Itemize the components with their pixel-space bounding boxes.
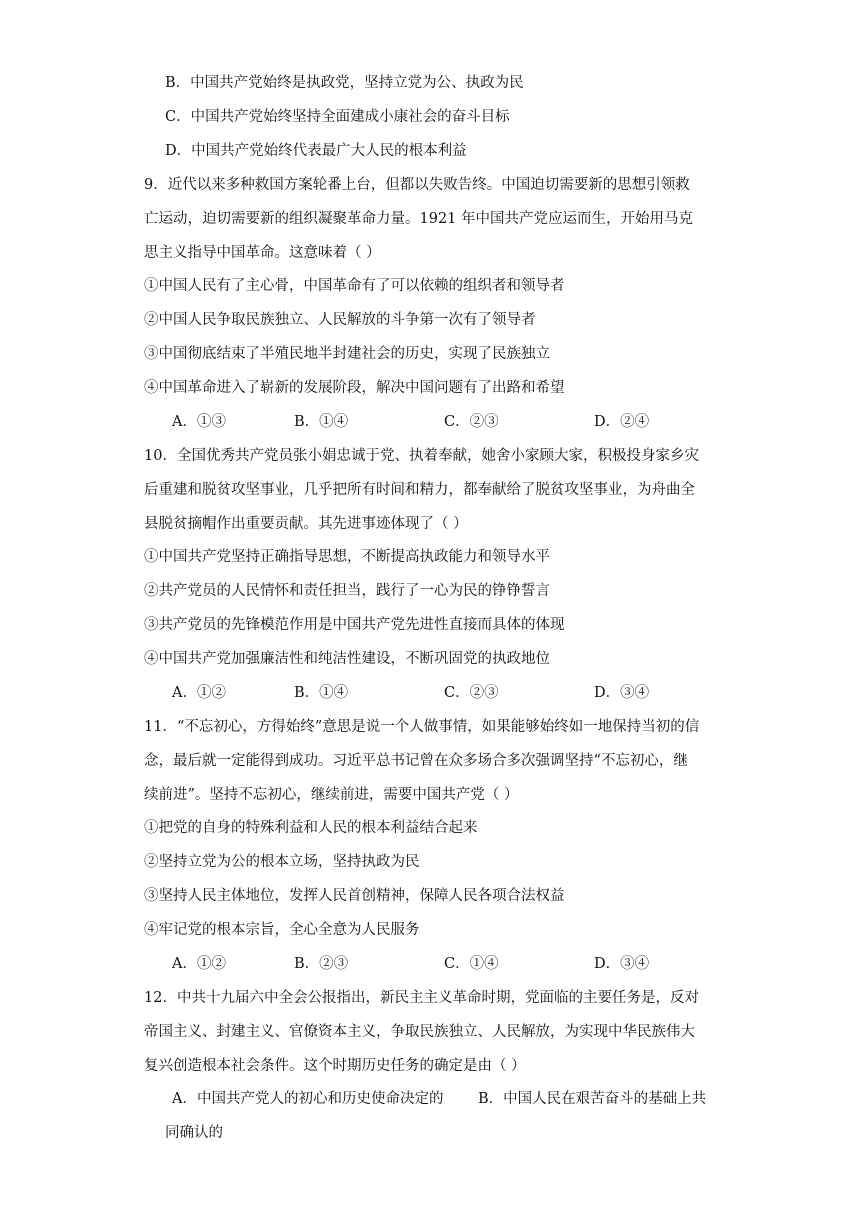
q9-item-2: ②中国人民争取民族独立、人民解放的斗争第一次有了领导者 bbox=[144, 312, 536, 328]
q10-choice-a: A．①② bbox=[172, 685, 226, 701]
q12-stem-line-1: 12．中共十九届六中全会公报指出，新民主主义革命时期，党面临的主要任务是，反对 bbox=[144, 990, 699, 1006]
q11-item-3: ③坚持人民主体地位，发挥人民首创精神，保障人民各项合法权益 bbox=[144, 888, 565, 904]
q8-option-b: B．中国共产党始终是执政党，坚持立党为公、执政为民 bbox=[165, 75, 524, 91]
q11-choice-b: B．②③ bbox=[294, 956, 349, 972]
q10-item-3: ③共产党员的先锋模范作用是中国共产党先进性直接而具体的体现 bbox=[144, 617, 565, 633]
q11-choice-c: C．①④ bbox=[444, 956, 499, 972]
q11-stem-line-3: 续前进”。坚持不忘初心，继续前进，需要中国共产党（ ） bbox=[144, 787, 519, 803]
q11-item-2: ②坚持立党为公的根本立场，坚持执政为民 bbox=[144, 854, 420, 870]
q11-choice-a: A．①② bbox=[172, 956, 226, 972]
q10-stem-line-3: 县脱贫摘帽作出重要贡献。其先进事迹体现了（ ） bbox=[144, 516, 468, 532]
q9-choice-c: C．②③ bbox=[444, 414, 499, 430]
q9-item-3: ③中国彻底结束了半殖民地半封建社会的历史，实现了民族独立 bbox=[144, 346, 550, 362]
q10-choice-d: D．③④ bbox=[594, 685, 650, 701]
q12-choice-b: B．中国人民在艰苦奋斗的基础上共 bbox=[478, 1091, 707, 1107]
q11-stem-line-2: 念，最后就一定能得到成功。习近平总书记曾在众多场合多次强调坚持“不忘初心，继 bbox=[144, 753, 688, 769]
q11-choice-d: D．③④ bbox=[594, 956, 650, 972]
q9-choice-d: D．②④ bbox=[594, 414, 650, 430]
q10-choice-c: C．②③ bbox=[444, 685, 499, 701]
q11-item-4: ④牢记党的根本宗旨，全心全意为人民服务 bbox=[144, 922, 420, 938]
q12-stem-line-2: 帝国主义、封建主义、官僚资本主义，争取民族独立、人民解放，为实现中华民族伟大 bbox=[144, 1024, 695, 1040]
q9-choice-a: A．①③ bbox=[172, 414, 226, 430]
q8-option-c: C．中国共产党始终坚持全面建成小康社会的奋斗目标 bbox=[165, 109, 510, 125]
q10-stem-line-2: 后重建和脱贫攻坚事业，几乎把所有时间和精力，都奉献给了脱贫攻坚事业，为舟曲全 bbox=[144, 482, 695, 498]
q9-item-4: ④中国革命进入了崭新的发展阶段，解决中国问题有了出路和希望 bbox=[144, 380, 565, 396]
q11-item-1: ①把党的自身的特殊利益和人民的根本利益结合起来 bbox=[144, 820, 478, 836]
q9-stem-line-1: 9．近代以来多种救国方案轮番上台，但都以失败告终。中国迫切需要新的思想引领救 bbox=[144, 177, 690, 193]
q10-item-4: ④中国共产党加强廉洁性和纯洁性建设，不断巩固党的执政地位 bbox=[144, 651, 550, 667]
q12-choice-b-continued: 同确认的 bbox=[165, 1125, 223, 1141]
q10-choice-b: B．①④ bbox=[294, 685, 349, 701]
q10-item-2: ②共产党员的人民情怀和责任担当，践行了一心为民的铮铮誓言 bbox=[144, 583, 550, 599]
q11-stem-line-1: 11．“不忘初心，方得始终”意思是说一个人做事情，如果能够始终如一地保持当初的信 bbox=[144, 719, 700, 735]
q8-option-d: D．中国共产党始终代表最广大人民的根本利益 bbox=[165, 143, 467, 159]
q12-stem-line-3: 复兴创造根本社会条件。这个时期历史任务的确定是由（ ） bbox=[144, 1058, 526, 1074]
q9-stem-line-3: 思主义指导中国革命。这意味着（ ） bbox=[144, 245, 381, 261]
q10-stem-line-1: 10．全国优秀共产党员张小娟忠诚于党、执着奉献，她舍小家顾大家，积极投身家乡灾 bbox=[144, 448, 699, 464]
q10-item-1: ①中国共产党坚持正确指导思想，不断提高执政能力和领导水平 bbox=[144, 549, 550, 565]
q9-choice-b: B．①④ bbox=[294, 414, 349, 430]
q12-choice-a: A．中国共产党人的初心和历史使命决定的 bbox=[172, 1091, 444, 1107]
q9-item-1: ①中国人民有了主心骨，中国革命有了可以依赖的组织者和领导者 bbox=[144, 278, 565, 294]
q9-stem-line-2: 亡运动，迫切需要新的组织凝聚革命力量。1921 年中国共产党应运而生，开始用马克 bbox=[144, 211, 694, 227]
